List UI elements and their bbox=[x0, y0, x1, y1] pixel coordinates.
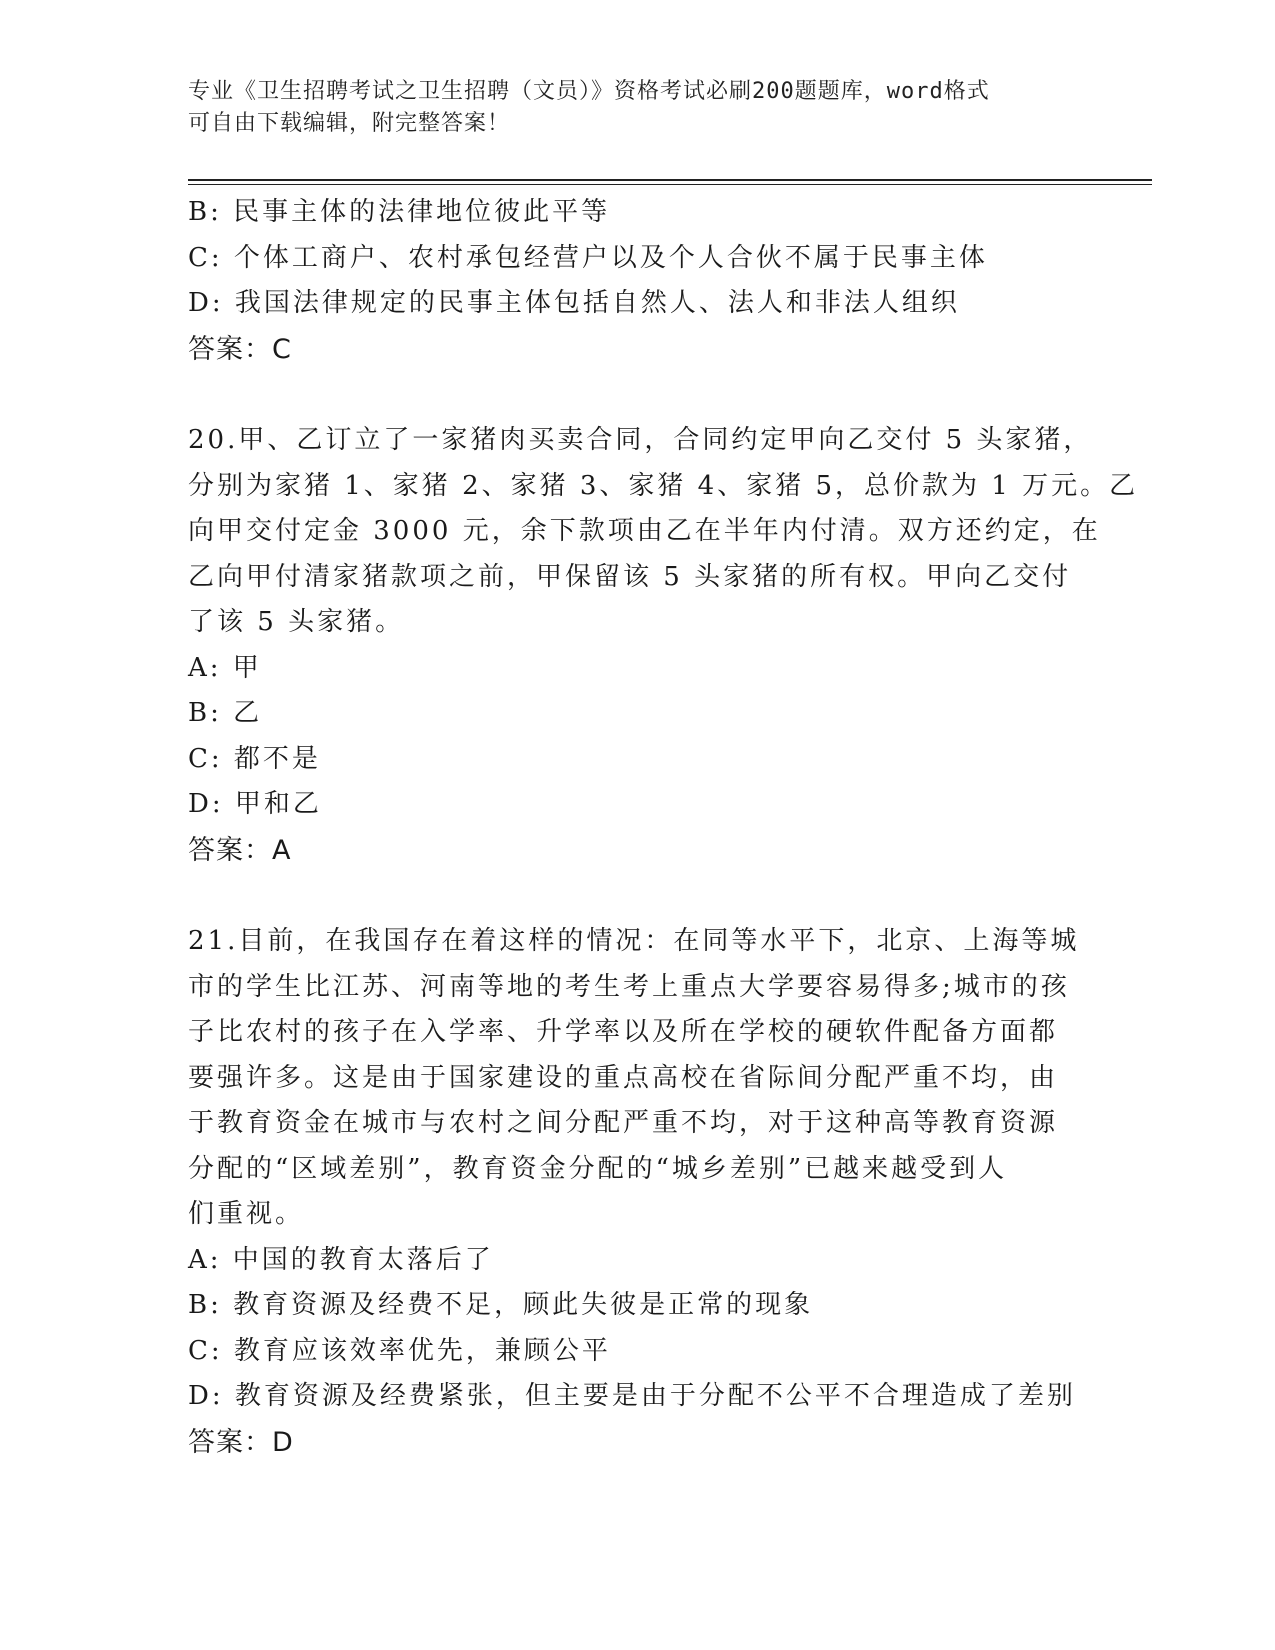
option-c: C: 都不是 bbox=[188, 743, 321, 774]
spacer bbox=[188, 372, 1088, 418]
option-d: D: 甲和乙 bbox=[188, 789, 322, 819]
answer: 答案：A bbox=[188, 834, 292, 866]
question-text-line: 子比农村的孩子在入学率、升学率以及所在学校的硬软件配备方面都 bbox=[188, 1017, 1059, 1047]
header-line-2: 可自由下载编辑，附完整答案！ bbox=[188, 111, 511, 136]
header-rule-thin bbox=[188, 184, 1152, 185]
page-header bbox=[188, 76, 1088, 140]
option-d: D: 教育资源及经费紧张，但主要是由于分配不公平不合理造成了差别 bbox=[188, 1381, 1076, 1411]
question-text-line: 市的学生比江苏、河南等地的考生考上重点大学要容易得多;城市的孩 bbox=[188, 971, 1070, 1002]
option-d: D: 我国法律规定的民事主体包括自然人、法人和非法人组织 bbox=[188, 288, 960, 318]
answer: 答案：D bbox=[188, 1426, 294, 1458]
option-a: A: 中国的教育太落后了 bbox=[188, 1244, 494, 1275]
question-20 bbox=[188, 418, 1139, 873]
question-text-line: 了该 5 头家猪。 bbox=[188, 607, 405, 637]
option-c: C: 教育应该效率优先，兼顾公平 bbox=[188, 1335, 611, 1366]
question-text-line: 要强许多。这是由于国家建设的重点高校在省际间分配严重不均，由 bbox=[188, 1062, 1059, 1093]
option-c: C: 个体工商户、农村承包经营户以及个人合伙不属于民事主体 bbox=[188, 242, 988, 273]
question-text-line: 分别为家猪 1、家猪 2、家猪 3、家猪 4、家猪 5，总价款为 1 万元。乙 bbox=[188, 470, 1139, 501]
option-b: B: 乙 bbox=[188, 698, 263, 728]
header-line-1: 专业《卫生招聘考试之卫生招聘（文员）》资格考试必刷200题题库，word格式 bbox=[188, 79, 990, 104]
header-rule-thick bbox=[188, 179, 1152, 181]
spacer bbox=[188, 873, 1088, 919]
question-19-continued bbox=[188, 190, 1088, 372]
question-text-line: 分配的“区域差别”，教育资金分配的“城乡差别”已越来越受到人 bbox=[188, 1153, 1008, 1184]
question-text-line: 们重视。 bbox=[188, 1199, 305, 1229]
question-content bbox=[188, 190, 1139, 1465]
question-text-line: 向甲交付定金 3000 元，余下款项由乙在半年内付清。双方还约定，在 bbox=[188, 516, 1101, 546]
question-text-line: 于教育资金在城市与农村之间分配严重不均，对于这种高等教育资源 bbox=[188, 1108, 1059, 1138]
question-21 bbox=[188, 919, 1088, 1465]
question-text-line: 20.甲、乙订立了一家猪肉买卖合同，合同约定甲向乙交付 5 头家猪， bbox=[188, 425, 1093, 455]
answer: 答案：C bbox=[188, 333, 292, 365]
option-a: A: 甲 bbox=[188, 652, 262, 683]
question-text-line: 乙向甲付清家猪款项之前，甲保留该 5 头家猪的所有权。甲向乙交付 bbox=[188, 561, 1072, 592]
question-text-line: 21.目前，在我国存在着这样的情况：在同等水平下，北京、上海等城 bbox=[188, 926, 1080, 956]
option-b: B: 教育资源及经费不足，顾此失彼是正常的现象 bbox=[188, 1290, 814, 1320]
option-b: B: 民事主体的法律地位彼此平等 bbox=[188, 197, 611, 227]
